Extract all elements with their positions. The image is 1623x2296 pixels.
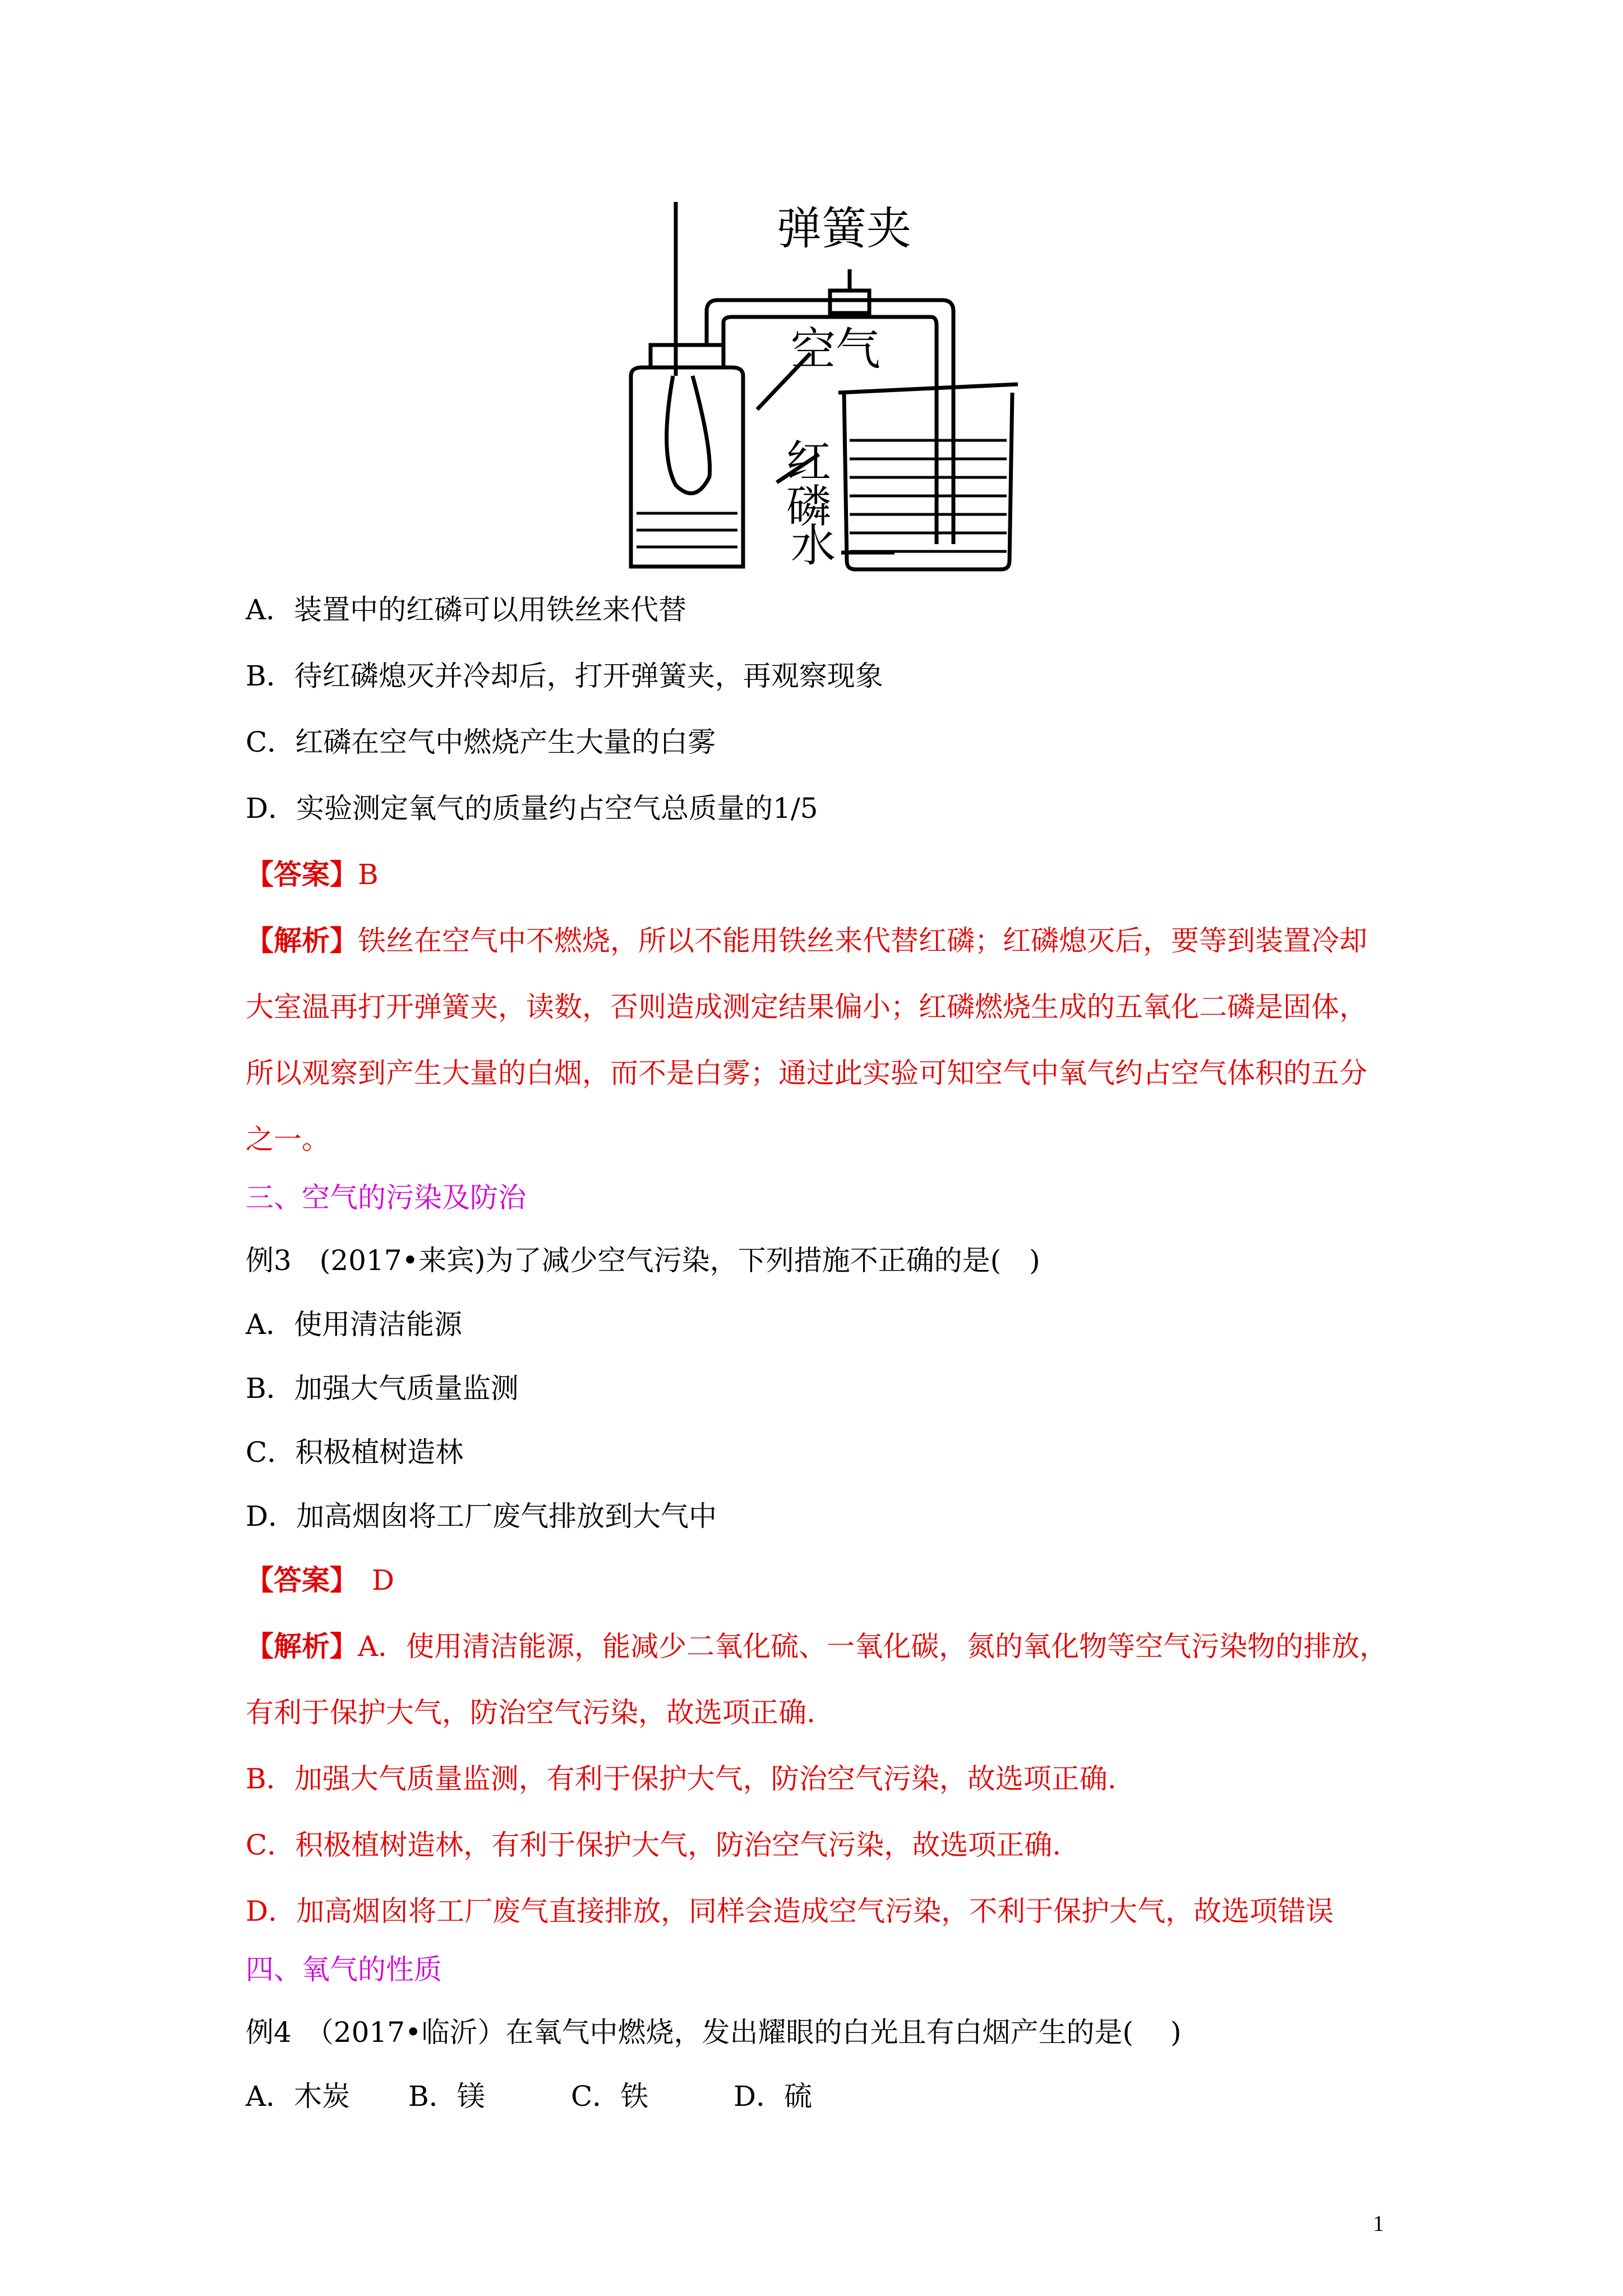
label-phosphorus: 红磷 [778, 438, 831, 527]
answer-value: D [344, 1564, 395, 1596]
section-3-title: 三、空气的污染及防治 [246, 1181, 526, 1214]
q2-option-c: C．红磷在空气中燃烧产生大量的白雾 [246, 726, 716, 758]
q4-stem: 例4 （2017•临沂）在氧气中燃烧，发出耀眼的白光且有白烟产生的是( ) [246, 2016, 1182, 2049]
q2-analysis-line-1 [246, 921, 1367, 960]
q2-analysis-line-2: 大室温再打开弹簧夹，读数，否则造成测定结果偏小；红磷燃烧生成的五氧化二磷是固体， [246, 991, 1367, 1023]
q3-analysis-line-3: B．加强大气质量监测，有利于保护大气，防治空气污染，故选项正确. [246, 1763, 1117, 1795]
q3-option-d: D．加高烟囱将工厂废气排放到大气中 [246, 1500, 717, 1533]
apparatus-svg [620, 191, 1023, 578]
answer-value: B [358, 858, 379, 891]
q3-answer [246, 1561, 394, 1600]
page-number: 1 [1373, 2211, 1384, 2236]
q4-options [246, 2077, 812, 2116]
q2-option-a: A．装置中的红磷可以用铁丝来代替 [246, 593, 687, 626]
analysis-tag: 【解析】 [246, 1630, 358, 1663]
q2-answer [246, 855, 379, 894]
q2-analysis-line-4: 之一。 [246, 1123, 330, 1156]
answer-tag: 【答案】 [246, 1563, 344, 1596]
label-clip: 弹簧夹 [777, 203, 911, 255]
label-air: 空气 [791, 323, 880, 375]
analysis-text: 铁丝在空气中不燃烧，所以不能用铁丝来代替红磷；红磷熄灭后，要等到装置冷却 [358, 924, 1367, 957]
q3-stem: 例3 (2017•来宾)为了减少空气污染，下列措施不正确的是( ) [246, 1244, 1040, 1277]
q4-option-b: B．镁 [408, 2080, 485, 2113]
q4-option-d: D．硫 [734, 2080, 813, 2113]
answer-tag: 【答案】 [246, 858, 358, 891]
q3-analysis-line-5: D．加高烟囱将工厂废气直接排放，同样会造成空气污染，不利于保护大气，故选项错误 [246, 1895, 1334, 1927]
q2-option-d: D．实验测定氧气的质量约占空气总质量的1/5 [246, 792, 818, 825]
analysis-text: A．使用清洁能源，能减少二氧化硫、一氧化碳，氮的氧化物等空气污染物的排放， [358, 1630, 1388, 1663]
q3-option-a: A．使用清洁能源 [246, 1308, 463, 1341]
analysis-tag: 【解析】 [246, 924, 358, 957]
q3-analysis-line-2: 有利于保护大气，防治空气污染，故选项正确. [246, 1696, 815, 1729]
q3-analysis-line-4: C．积极植树造林，有利于保护大气，防治空气污染，故选项正确. [246, 1829, 1062, 1861]
q2-analysis-line-3: 所以观察到产生大量的白烟，而不是白雾；通过此实验可知空气中氧气约占空气体积的五分 [246, 1057, 1367, 1089]
q4-option-c: C．铁 [571, 2080, 649, 2113]
q2-option-b: B．待红磷熄灭并冷却后，打开弹簧夹，再观察现象 [246, 660, 883, 692]
q4-option-a: A．木炭 [246, 2080, 351, 2113]
q3-analysis-line-1 [246, 1627, 1387, 1666]
q3-option-c: C．积极植树造林 [246, 1436, 464, 1469]
label-water: 水 [791, 519, 836, 572]
q3-option-b: B．加强大气质量监测 [246, 1372, 519, 1405]
section-4-title: 四、氧气的性质 [246, 1953, 442, 1986]
apparatus-diagram [620, 191, 1023, 578]
